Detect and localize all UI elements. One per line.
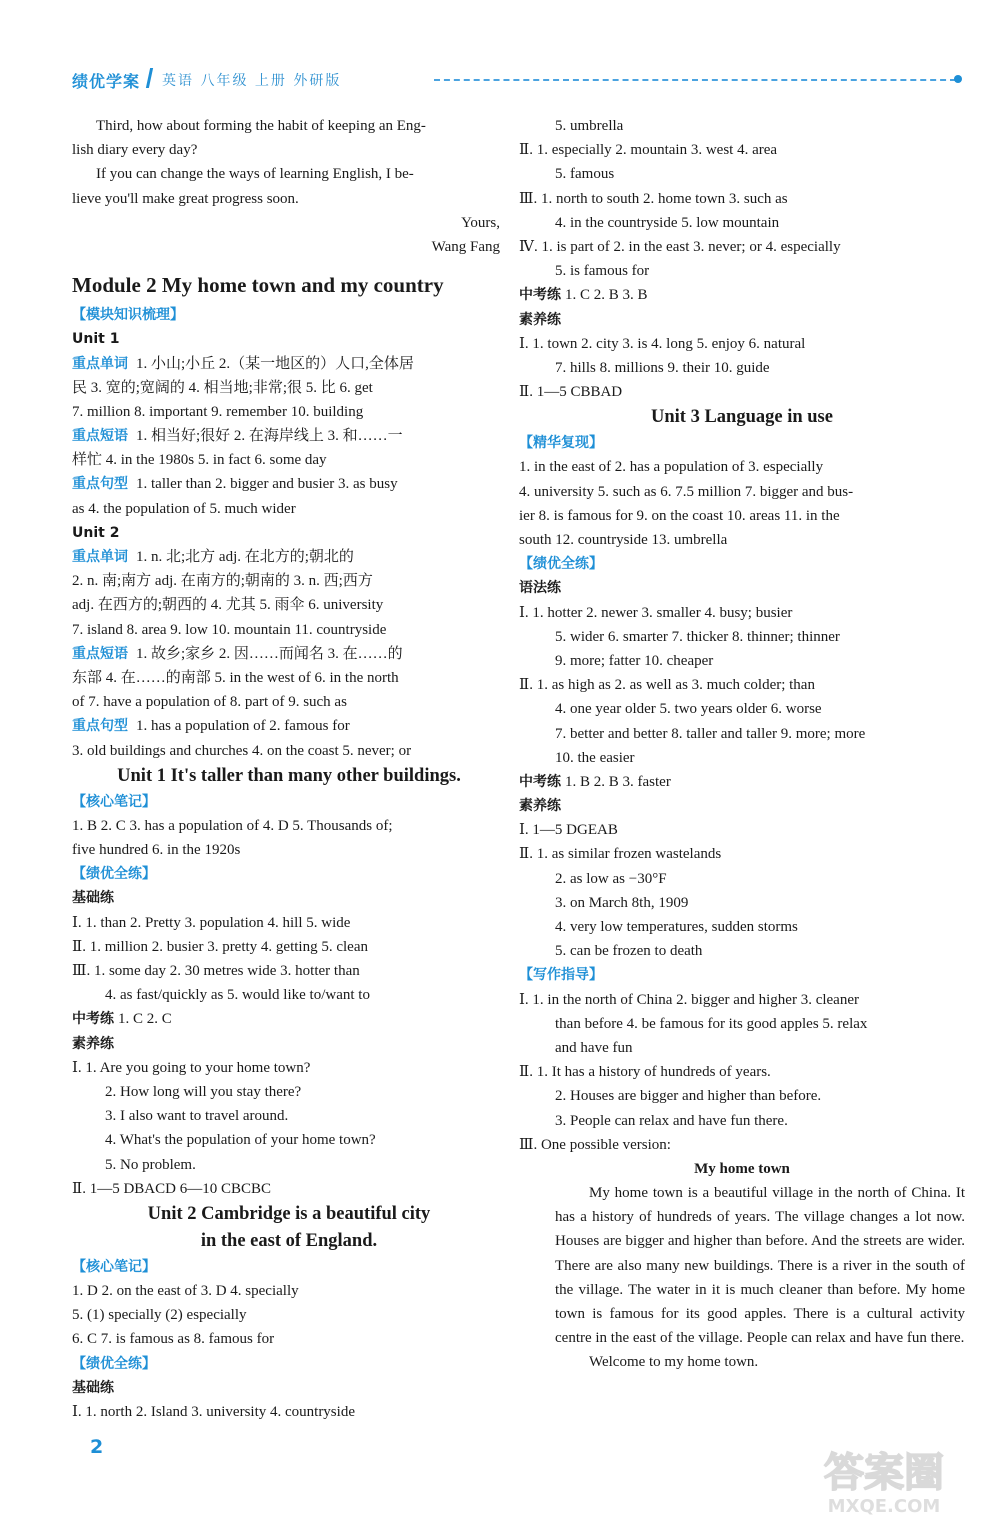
text-line: 民 3. 宽的;宽阔的 4. 相当地;非常;很 5. 比 6. get (72, 379, 373, 396)
header-dashed-rule (434, 79, 956, 81)
answer-text: 1. has a population of 2. famous for (136, 718, 350, 735)
answer-text: 1. 相当好;很好 2. 在海岸线上 3. 和……一 (136, 428, 403, 445)
text-line: lieve you'll make great progress soon. (72, 190, 299, 207)
text-line: 东部 4. 在……的南部 5. in the west of 6. in the north (72, 669, 399, 686)
text-line: 5. can be frozen to death (555, 943, 703, 960)
section-label: 中考练 (519, 287, 561, 304)
text-line: 5. (1) specially (2) especially (72, 1307, 247, 1324)
text-line: Ⅱ. 1—5 CBBAD (519, 384, 623, 401)
section-heading: 【绩优全练】 (72, 1355, 156, 1372)
text-line: 2. n. 南;南方 adj. 在南方的;朝南的 3. n. 西;西方 (72, 573, 373, 590)
watermark-text: 答案圈 (824, 1450, 944, 1496)
text-line: Ⅲ. 1. north to south 2. home town 3. such as (519, 190, 788, 207)
subsection-heading: 素养练 (519, 311, 561, 328)
text-line: 2. How long will you stay there? (105, 1083, 302, 1100)
text-line: 2. as low as −30°F (555, 870, 667, 887)
section-heading: 【写作指导】 (519, 967, 603, 984)
text-line: Ⅰ. 1. town 2. city 3. is 4. long 5. enjoy 6. natural (519, 335, 806, 352)
text-line: 5. is famous for (555, 263, 650, 280)
text-line: Ⅳ. 1. is part of 2. in the east 3. never; or 4. especially (519, 238, 841, 255)
answer-line (519, 283, 965, 307)
answer-line (72, 545, 506, 569)
brand-title: 绩优学案 (72, 72, 141, 91)
page-number: 2 (90, 1436, 104, 1458)
text-line: 4. university 5. such as 6. 7.5 million 7. bigger and bus- (519, 483, 854, 500)
right-answer-lines (519, 114, 965, 1157)
section-heading: 【核心笔记】 (72, 1258, 156, 1275)
right-column (519, 114, 965, 1375)
answer-text: 1. C 2. C (118, 1011, 172, 1028)
text-line: Ⅱ. 1. as high as 2. as well as 3. much colder; than (519, 677, 815, 694)
text-line: 7. island 8. area 9. low 10. mountain 11. countryside (72, 621, 387, 638)
subsection-heading: Unit 2 (72, 524, 120, 541)
text-line: 1. in the east of 2. has a population of 3. especially (519, 459, 824, 476)
text-line: 5. wider 6. smarter 7. thicker 8. thinner; thinner (555, 628, 840, 645)
module-title: Module 2 My home town and my country (72, 273, 444, 298)
text-line: Ⅰ. 1. in the north of China 2. bigger and higher 3. cleaner (519, 991, 859, 1008)
text-line: 3. People can relax and have fun there. (555, 1112, 788, 1129)
text-line: 9. more; fatter 10. cheaper (555, 652, 714, 669)
text-line: ier 8. is famous for 9. on the coast 10. areas 11. in the (519, 507, 840, 524)
essay-body: My home town is a beautiful village in the north of China. It has a history of hundreds of years. The village changes a lot now. Houses are bigger and higher than before. And the streets are wider. There are also many new buildings. There is a river in the south of the village. The water in it is much cleaner than before. My home town is famous for its good apples. There is a cultural activity centre in the east of the village. People can relax and have fun there. (555, 1185, 965, 1347)
section-label: 重点短语 (72, 428, 128, 445)
section-label: 重点句型 (72, 476, 128, 493)
text-line: 样忙 4. in the 1980s 5. in fact 6. some day (72, 452, 327, 469)
section-label: 重点短语 (72, 645, 128, 662)
text-line: and have fun (555, 1039, 633, 1056)
answer-text: 1. 故乡;家乡 2. 因……而闻名 3. 在……的 (136, 645, 403, 662)
text-line: Ⅱ. 1—5 DBACD 6—10 CBCBC (72, 1180, 271, 1197)
answer-line (72, 1007, 506, 1031)
section-heading: 【绩优全练】 (519, 556, 603, 573)
text-line: 5. famous (555, 166, 615, 183)
text-line: 1. D 2. on the east of 3. D 4. specially (72, 1283, 299, 1300)
text-line: Ⅲ. One possible version: (519, 1136, 671, 1153)
text-line: Ⅱ. 1. It has a history of hundreds of years. (519, 1064, 771, 1081)
text-line: 4. one year older 5. two years older 6. worse (555, 701, 822, 718)
section-label: 重点句型 (72, 718, 128, 735)
brand-divider (146, 68, 153, 88)
text-line: Ⅰ. 1. Are you going to your home town? (72, 1059, 311, 1076)
page-header (72, 66, 962, 92)
subsection-heading: 素养练 (519, 798, 561, 815)
answer-line (519, 770, 965, 794)
section-heading: 【绩优全练】 (72, 866, 156, 883)
text-line: 3. on March 8th, 1909 (555, 894, 689, 911)
answer-line (72, 352, 506, 376)
answer-text: 1. n. 北;北方 adj. 在北方的;朝北的 (136, 549, 354, 565)
text-line: Ⅲ. 1. some day 2. 30 metres wide 3. hotter than (72, 963, 360, 979)
text-line: 1. B 2. C 3. has a population of 4. D 5. Thousands of; (72, 817, 393, 834)
answer-line (72, 424, 506, 448)
text-line: 4. in the countryside 5. low mountain (555, 214, 780, 231)
text-line: Ⅰ. 1. hotter 2. newer 3. smaller 4. busy; busier (519, 604, 793, 621)
answer-text: 1. 小山;小丘 2.（某一地区的）人口,全体居 (136, 355, 414, 372)
section-label: 中考练 (72, 1011, 114, 1028)
section-label: 中考练 (519, 773, 561, 790)
text-line: Ⅰ. 1. than 2. Pretty 3. population 4. hill 5. wide (72, 914, 351, 931)
text-line: Ⅱ. 1. million 2. busier 3. pretty 4. getting 5. clean (72, 938, 368, 955)
text-line: 7. better and better 8. taller and taller 9. more; more (555, 725, 866, 742)
text-line: 3. I also want to travel around. (105, 1108, 289, 1125)
unit-title: in the east of England. (200, 1230, 378, 1251)
watermark-logo (796, 1442, 976, 1518)
left-column (72, 114, 506, 1424)
text-line: lish diary every day? (72, 142, 198, 159)
text-line: of 7. have a population of 8. part of 9. such as (72, 694, 347, 711)
book-subtitle: 英语 八年级 上册 外研版 (162, 73, 342, 89)
text-line: 4. What's the population of your home town? (105, 1132, 376, 1149)
text-line: 4. as fast/quickly as 5. would like to/want to (105, 987, 370, 1004)
text-line: 3. old buildings and churches 4. on the coast 5. never; or (72, 742, 412, 759)
answer-line (72, 714, 506, 738)
header-dot-icon (954, 75, 962, 83)
subsection-heading: 语法练 (519, 580, 561, 597)
letter-signature: Yours, (461, 214, 500, 231)
subsection-heading: 基础练 (72, 1379, 114, 1396)
text-line: 4. very low temperatures, sudden storms (555, 919, 798, 935)
essay-closing: Welcome to my home town. (589, 1354, 759, 1371)
text-line: five hundred 6. in the 1920s (72, 842, 241, 859)
essay (519, 1181, 965, 1375)
text-line: than before 4. be famous for its good apples 5. relax (555, 1015, 868, 1032)
text-line: 6. C 7. is famous as 8. famous for (72, 1331, 275, 1348)
unit-title: Unit 1 It's taller than many other buildings. (117, 765, 461, 786)
section-heading: 【模块知识梳理】 (72, 307, 184, 324)
text-line: 5. No problem. (105, 1156, 196, 1173)
text-line: 10. the easier (555, 749, 635, 766)
unit-title: Unit 2 Cambridge is a beautiful city (147, 1203, 431, 1224)
subsection-heading: 素养练 (72, 1035, 114, 1052)
text-line: If you can change the ways of learning English, I be- (96, 166, 414, 183)
answer-line (72, 642, 506, 666)
answer-line (72, 472, 506, 496)
letter-signature: Wang Fang (431, 238, 500, 255)
text-line: Ⅰ. 1—5 DGEAB (519, 822, 618, 839)
answer-text: 1. B 2. B 3. faster (565, 773, 671, 790)
answer-text: 1. C 2. B 3. B (565, 287, 648, 304)
subsection-heading: 基础练 (72, 890, 114, 907)
essay-title: My home town (694, 1160, 790, 1177)
text-line: south 12. countryside 13. umbrella (519, 532, 728, 548)
subsection-heading: Unit 1 (72, 331, 120, 348)
answer-text: 1. taller than 2. bigger and busier 3. as busy (136, 476, 398, 493)
section-label: 重点单词 (72, 549, 128, 565)
text-line: adj. 在西方的;朝西的 4. 尤其 5. 雨伞 6. university (72, 597, 384, 614)
text-line: 7. million 8. important 9. remember 10. building (72, 403, 364, 420)
text-line: 5. umbrella (555, 118, 624, 134)
text-line: 2. Houses are bigger and higher than before. (555, 1088, 822, 1105)
unit-title: Unit 3 Language in use (651, 407, 833, 428)
section-heading: 【精华复现】 (519, 435, 603, 452)
text-line: Ⅰ. 1. north 2. Island 3. university 4. countryside (72, 1404, 355, 1420)
text-line: Ⅱ. 1. especially 2. mountain 3. west 4. area (519, 142, 778, 159)
text-line: Ⅱ. 1. as similar frozen wastelands (519, 846, 722, 863)
watermark-url: MXQE.COM (827, 1496, 941, 1517)
text-line: as 4. the population of 5. much wider (72, 500, 296, 517)
section-label: 重点单词 (72, 355, 128, 372)
text-line: 7. hills 8. millions 9. their 10. guide (555, 359, 770, 376)
text-line: Third, how about forming the habit of keeping an Eng- (96, 118, 426, 134)
section-heading: 【核心笔记】 (72, 793, 156, 810)
